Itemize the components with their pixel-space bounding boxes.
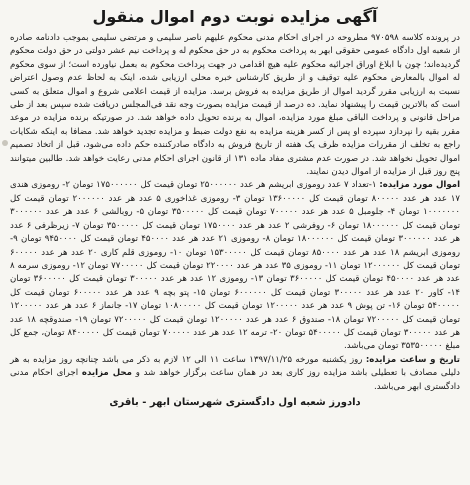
notice-signature: دادورز شعبه اول دادگستری شهرستان ابهر - باقری xyxy=(109,396,361,408)
auction-date xyxy=(10,354,460,394)
date-label: تاریخ و ساعت مزایده: xyxy=(365,354,460,365)
notice-intro: در پرونده کلاسه ۹۷۰۵۹۸ مطروحه در اجرای احکام مدنی محکوم علیهم ناصر سلیمی و مرتضی سلیمی بموجب دادنامه صادره از شعبه اول دادگاه عمومی حقوقی ابهر به پرداخت محکوم به در حق محکوم له و پرداخت نیم عشر دولتی در حق دولت محکوم گردیده‌اند؛ چون با ابلاغ اوراق اجرائیه محکوم علیه هیچ اقدامی در جهت پرداخت محکوم به بعمل نیاورده است؛ از سوی محکوم له اموال بالمعارض محکوم علیه توقیف و از طریق کارشناس خبره محلی ارزیابی شده، اینک به لحاظ عدم وصول اعتراض نسبت به ارزیابی مقرر گردید اموال از طریق مزایده به فروش برسد. مزایده از قیمت اعلامی شروع و اموال متعلق به کسی است که بالاترین قیمت را پیشنهاد نماید. ده درصد از قیمت مزایده بصورت وجه نقد فی‌المجلس دریافت شده سپس بعد از طی مراحل قانونی و پرداخت الباقی مبلغ مورد مزایده، اموال به برنده تحویل داده خواهد شد. در صورتیکه برنده مزایده در موعد مقرر بقیه را نپردازد سپرده او پس از کسر هزینه مزایده به نفع دولت ضبط و مزایده تجدید خواهد شد. مضافا به اینکه شکایات راجع به تخلف از مقررات مزایده ظرف یک هفته از تاریخ فروش به دادگاه صادرکننده حکم داده می‌شود، قبل از اتخاذ تصمیم اموال تحویل نخواهد شد. در صورت عدم مشتری مفاد ماده ۱۳۱ از قانون اجرای احکام مدنی رعایت خواهد شد. طالبین میتوانند پنج روز قبل از مزایده از اموال دیدن نمایند. xyxy=(10,33,460,178)
date-text: روز یکشنبه مورخه ۱۳۹۷/۱۱/۲۵ ساعت ۱۱ الی ۱۲ لازم به ذکر می باشد چنانچه روز مزایده به هر دلیلی مصادف با تعطیلی باشد مزایده روز کاری بعد در همان ساعت برگزار خواهد شد و محل مزایده اجرای احکام مدنی دادگستری ابهر می‌باشد. xyxy=(10,354,460,392)
items-text: ۱-تعداد ۷ عدد روموزی ابریشم هر عدد ۲۵۰۰۰۰۰۰ تومان قیمت کل ۱۷۵۰۰۰۰۰۰ تومان ۲- روموزی هندی ۱۷ عدد هر عدد ۸۰۰۰۰۰ تومان قیمت کل ۱۳۶۰۰۰۰۰ تومان ۳- روموزی غذاخوری ۵ عدد هر عدد ۲۰۰۰۰۰۰ تومان قیمت کل ۱۰۰۰۰۰۰۰ تومان ۴- جلومبل ۵ عدد هر عدد ۷۰۰۰۰۰ تومان قیمت کل ۳۵۰۰۰۰۰ تومان ۵- روبالشی ۶ عدد هر عدد ۳۰۰۰۰۰۰ تومان قیمت کل ۱۸۰۰۰۰۰۰ تومان ۶- روفرشی ۲ عدد هر عدد ۱۷۵۰۰۰۰ تومان قیمت کل ۳۵۰۰۰۰۰ تومان ۷- زیرظرفی ۶ عدد هر عدد ۳۰۰۰۰۰۰ تومان قیمت کل ۱۸۰۰۰۰۰۰ تومان ۸- روموزی ۲۱ عدد هر عدد ۴۵۰۰۰۰ تومان قیمت کل ۹۴۵۰۰۰۰ تومان ۹- روموزی ابریشم ۱۸ عدد هر عدد ۸۵۰۰۰۰ تومان قیمت کل ۱۵۳۰۰۰۰۰ تومان ۱۰- روموزی قلم کاری ۲۰ عدد هر عدد ۶۰۰۰۰۰ تومان قیمت کل ۱۲۰۰۰۰۰۰ تومان ۱۱- روموزی ۳۵ عدد هر عدد ۲۲۰۰۰۰ تومان قیمت کل ۷۷۰۰۰۰۰ تومان ۱۲- روموزی سرمه ۸ عدد هر عدد ۴۵۰۰۰۰ تومان قیمت کل ۳۶۰۰۰۰۰ تومان ۱۳- روموزی ۱۲ عدد هر عدد ۳۰۰۰۰۰ تومان قیمت کل ۳۶۰۰۰۰۰ تومان ۱۴- کاور ۲۰ عدد هر عدد ۳۰۰۰۰۰ تومان قیمت کل ۶۰۰۰۰۰۰ تومان ۱۵- پتو بچه ۹ عدد هر عدد ۶۰۰۰۰۰ تومان قیمت کل ۵۴۰۰۰۰۰ تومان ۱۶- تن پوش ۹ عدد هر عدد ۱۲۰۰۰۰۰ تومان قیمت کل ۱۰۸۰۰۰۰۰ تومان ۱۷- جانماز ۶ عدد هر عدد ۱۲۰۰۰۰۰ تومان قیمت کل ۷۲۰۰۰۰۰ تومان ۱۸- صندوق ۶ عدد هر عدد ۱۲۰۰۰۰۰ تومان قیمت کل ۷۲۰۰۰۰۰ تومان ۱۹- صندوقچه ۱۸ عدد هر عدد ۳۰۰۰۰۰ تومان قیمت کل ۵۴۰۰۰۰۰ تومان ۲۰- ترمه ۱۲ عدد هر عدد ۷۰۰۰۰۰ تومان قیمت کل ۸۴۰۰۰۰۰ تومان، جمع کل مبلغ ۳۵۳۵۰۰۰۰۰ تومان می‌باشد. xyxy=(10,180,461,352)
scan-mark xyxy=(2,140,8,146)
items-label: اموال مورد مزایده: xyxy=(379,180,461,191)
notice-title: آگهی مزایده نوبت دوم اموال منقول xyxy=(92,7,378,26)
auction-items xyxy=(10,179,460,353)
location-label: محل مزایده xyxy=(81,368,132,379)
